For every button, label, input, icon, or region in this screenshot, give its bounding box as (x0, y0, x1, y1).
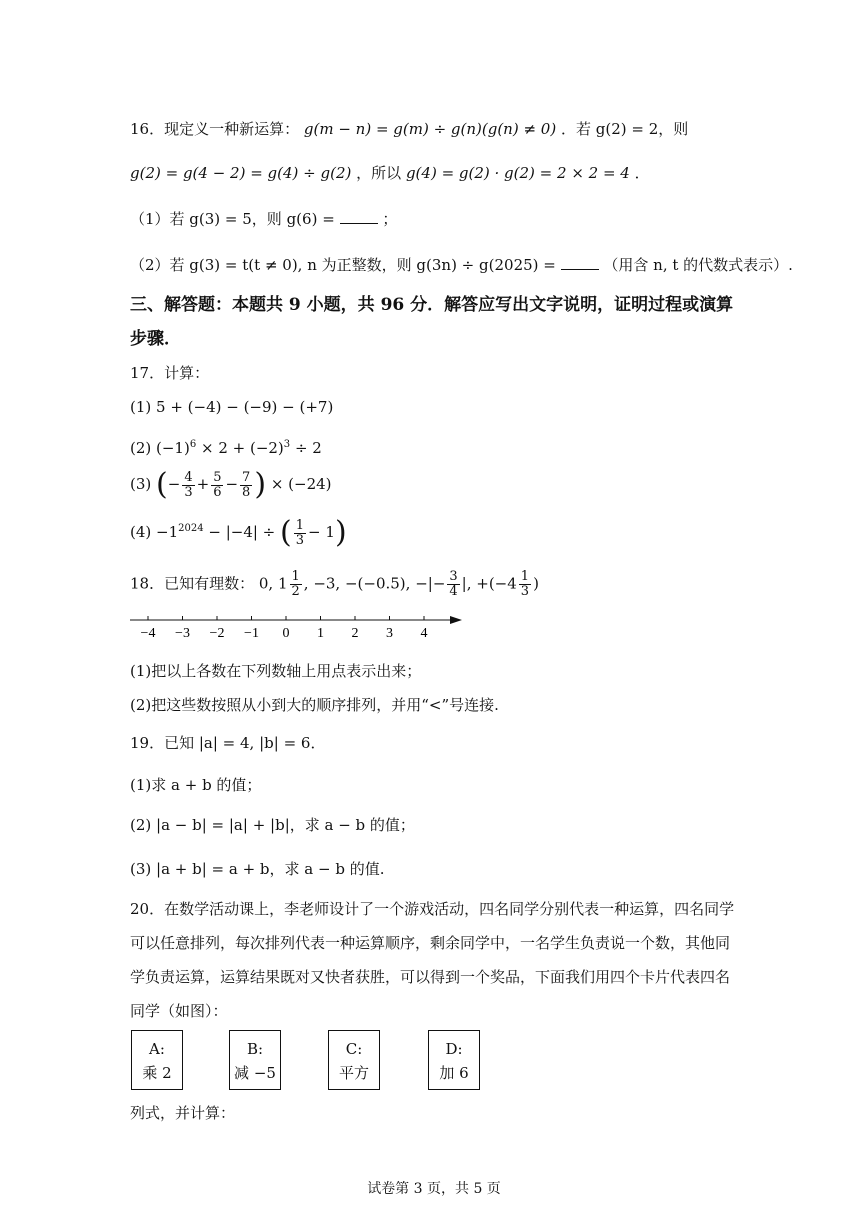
q16-therefore: ，所以 (356, 164, 402, 182)
exponent: 2024 (178, 523, 204, 534)
fraction: $\frac{7}{8}$ (242, 469, 251, 500)
q16-eq2: g(4) = g(2) · g(2) = 2 × 2 = 4 (405, 164, 630, 182)
fraction: $\frac{3}{4}$ (449, 569, 458, 599)
q16-part1 (130, 208, 397, 230)
tick-label: 4 (420, 626, 428, 641)
tick-label: −4 (140, 626, 156, 641)
q17-expr2-a: (2) (−1) (130, 439, 190, 457)
q20-line4: 同学（如图）： (130, 1002, 228, 1020)
q16-definition: g(m − n) = g(m) ÷ g(n)(g(n) ≠ 0) (303, 120, 557, 138)
q17-expr4-c: − 1 (308, 523, 335, 541)
arrow-icon (450, 616, 462, 624)
section-heading: 三、解答题：本题共 9 小题，共 96 分．解答应写出文字说明，证明过程或演算 (130, 295, 734, 315)
tick-label: 3 (386, 626, 393, 641)
q16-part1-end: ； (382, 210, 398, 228)
fraction: $\frac{5}{6}$ (213, 469, 222, 500)
q17-expr4: $(4) -1^{2024} - |-4|$ ÷ ( $\frac{1}{3}$ − 1) (130, 515, 347, 550)
q16-line2 (130, 162, 650, 184)
answer-blank[interactable] (561, 255, 599, 270)
card-letter: D: (445, 1040, 463, 1058)
tick-label: −1 (244, 626, 259, 641)
tick-label: −3 (175, 626, 190, 641)
q20-line5: 列式，并计算： (130, 1104, 236, 1122)
card-operation: 减 −5 (234, 1064, 276, 1082)
section-heading-cont: 步骤． (130, 329, 181, 349)
q18-nums-c: |, +(−4 (461, 574, 517, 593)
q18-nums-a: 0, 1 (258, 574, 288, 593)
fraction: $\frac{1}{3}$ (295, 517, 305, 548)
card-a (131, 1030, 183, 1090)
tick-label: 1 (317, 626, 324, 641)
q19-part2: (2) |a − b| = |a| + |b|，求 a − b 的值； (130, 816, 415, 834)
tick-label: 0 (282, 626, 290, 641)
card-operation: 加 6 (439, 1064, 469, 1082)
q16-part2 (130, 254, 793, 276)
card-b (229, 1030, 281, 1090)
card-letter: C: (345, 1040, 363, 1058)
card-c (328, 1030, 380, 1090)
answer-blank[interactable] (340, 209, 378, 224)
q20-line2: 可以任意排列，每次排列代表一种运算顺序，剩余同学中，一名学生负责说一个数，其他同 (130, 934, 731, 952)
q17-title: 17．计算： (130, 364, 210, 382)
page-footer: 试卷第 3 页，共 5 页 (367, 1181, 501, 1197)
exponent: 3 (283, 439, 291, 450)
q18-nums-d: ) (533, 574, 539, 593)
q20-line3: 学负责运算，运算结果既对又快者获胜，可以得到一个奖品，下面我们用四个卡片代表四名 (130, 968, 731, 986)
card-operation: 乘 2 (142, 1064, 172, 1082)
exponent: 6 (189, 439, 197, 450)
q16-intro: 16．现定义一种新运算： (130, 120, 300, 138)
q17-expr2-c: ÷ 2 (290, 439, 322, 457)
q16-part2-end: （用含 n, t 的代数式表示）. (603, 256, 793, 274)
q19-part3: (3) |a + b| = a + b，求 a − b 的值. (130, 860, 385, 878)
q17-expr2 (130, 434, 322, 459)
q17-expr4-a: (4) −1 (130, 523, 179, 541)
q17-expr2-b: × 2 + (−2) (196, 439, 284, 457)
q18-nums-b: , −3, −(−0.5), −|− (303, 574, 446, 593)
q16-eq1: g(2) = g(4 − 2) = g(4) ÷ g(2) (130, 164, 352, 182)
q16-part2-text: （2）若 g(3) = t(t ≠ 0), n 为正整数，则 g(3n) ÷ g(2025) = (130, 256, 556, 274)
q18-part2: (2)把这些数按照从小到大的顺序排列，并用“<”号连接. (130, 696, 499, 714)
number-line (128, 608, 468, 644)
q18-title (130, 570, 539, 599)
q16-part1-text: （1）若 g(3) = 5，则 g(6) = (130, 210, 335, 228)
q16-line1 (130, 118, 688, 140)
tick-label: −2 (209, 626, 225, 641)
fraction: $\frac{4}{3}$ (184, 469, 193, 500)
q17-expr4-b: − |−4| ÷ (203, 523, 276, 541)
q17-expr3-b: × (−24) (270, 475, 332, 493)
card-operation: 平方 (338, 1064, 369, 1082)
q17-expr1: (1) 5 + (−4) − (−9) − (+7) (130, 398, 334, 416)
tick-label: 2 (351, 626, 359, 641)
q19-part1: (1)求 a + b 的值； (130, 776, 262, 794)
q20-line1: 20．在数学活动课上，李老师设计了一个游戏活动，四名同学分别代表一种运算，四名同学 (130, 900, 735, 918)
q17-expr3: (3) (− $\frac{4}{3}$ + $\frac{5}{6}$ − $\frac{7}{8}$ ) × (−24) (130, 467, 332, 502)
q19-title: 19．已知 |a| = 4, |b| = 6． (130, 734, 326, 752)
fraction: $\frac{1}{3}$ (520, 569, 530, 599)
q17-expr3-label: (3) (130, 475, 152, 493)
card-letter: B: (246, 1040, 264, 1058)
q16-period: ． (634, 164, 650, 182)
card-letter: A: (149, 1040, 165, 1058)
q16-condition: ．若 g(2) = 2，则 (560, 120, 689, 138)
fraction: $\frac{1}{2}$ (291, 569, 300, 599)
card-d (428, 1030, 480, 1090)
q18-part1: (1)把以上各数在下列数轴上用点表示出来； (130, 662, 422, 680)
q18-title-text: 18．已知有理数： (130, 574, 255, 593)
